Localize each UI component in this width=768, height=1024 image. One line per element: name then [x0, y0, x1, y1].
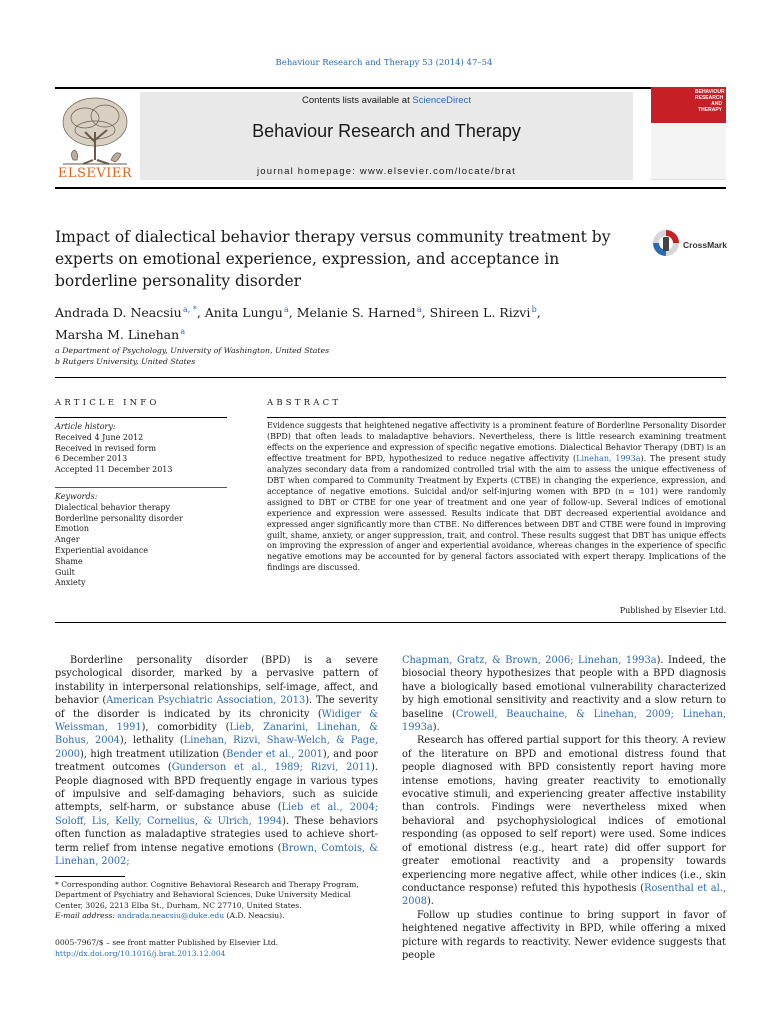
body-text: ). People diagnosed with BPD frequently engage in various types of impulsive and self-damaging behaviors, such as suicide attempts, self-harm, or substance abuse (: [55, 762, 378, 814]
footnote-email-line: [55, 911, 378, 921]
keywords-label: Keywords:: [55, 492, 98, 501]
keyword: Borderline personality disorder: [55, 513, 183, 523]
author-name[interactable]: Shireen L. Rizvi: [429, 305, 531, 321]
author-name[interactable]: Anita Lungu: [204, 305, 283, 321]
elsevier-wordmark[interactable]: ELSEVIER: [57, 166, 133, 181]
body-paragraph: [402, 909, 726, 963]
keywords: [55, 492, 227, 589]
author-affiliation-marker[interactable]: a: [416, 305, 422, 314]
author-name[interactable]: Melanie S. Harned: [296, 305, 416, 321]
divider: [55, 622, 726, 623]
article-info-heading: ARTICLE INFO: [55, 398, 160, 408]
journal-cover-title: [695, 89, 725, 113]
footnote-text: * Corresponding author. Cognitive Behavioral Research and Therapy Program, Department of Psychiatry and Behavioral Sciences, Duke University Medical Center, 3026, 2213 Elba St., Durham, NC 27710, United States.: [55, 880, 359, 910]
affiliation: a Department of Psychology, University of Washington, United States: [55, 346, 330, 355]
masthead-rule-top: [55, 87, 726, 89]
email-suffix: (A.D. Neacsiu).: [224, 910, 285, 920]
body-text: ).: [426, 896, 434, 908]
keyword: Guilt: [55, 567, 75, 577]
journal-title: Behaviour Research and Therapy: [252, 121, 521, 141]
abstract-heading: ABSTRACT: [267, 398, 342, 408]
contents-prefix: Contents lists available at: [302, 95, 413, 106]
journal-homepage-link[interactable]: journal homepage: www.elsevier.com/locate/brat: [256, 166, 517, 177]
citation-link[interactable]: Crowell, Beauchaine, & Linehan, 2009; Linehan, 1993a: [402, 708, 727, 734]
body-text: Research has offered partial support for this theory. A review of the literature on BPD and emotional distress found that people diagnosed with BPD consistently report having more intense emotions, having greater reactivity to emotionally evocative stimuli, and experiencing greater affective instability than controls. Findings were nevertheless mixed when behavioral and psychophysiological indices of emotional responding (as opposed to self report) were used. Some indices of emotional distress (e.g., heart rate) did offer support for greater emotional reactivity and a propensity towards experiencing more negative affect, while other indices (i.e., skin conductance response) refuted this hypothesis (: [402, 735, 726, 894]
abstract-part: ). The present study analyzes secondary data from a randomized controlled trial with the aim to assess the unique effectiveness of DBT when compared to Community Treatment by Experts (CTBE) in changing the experience, expression, and acceptance of negative emotions. Suicidal and/or self-injuring women with BPD (n = 101) were randomly assigned to DBT or CTBE for one year of treatment and one year of follow-up. Several indices of emotional experience and expression were assessed. Results indicate that DBT decreased experiential avoidance and expressed anger significantly more than CTBE. No differences between DBT and CTBE were found in improving guilt, shame, anxiety, or anger suppression, trait, and control. These results suggest that DBT has unique effects on improving the expression of anger and experiential avoidance, whereas changes in the experience of specific negative emotions may be accounted for by general factors associated with expert therapy. Implications of the findings are discussed.: [267, 453, 727, 573]
divider: [55, 417, 227, 418]
journal-cover-lower: [651, 123, 726, 180]
issn-block: [55, 938, 378, 960]
body-text: ), lethality (: [119, 735, 184, 747]
history-label: Article history:: [55, 422, 116, 431]
publisher-note: Published by Elsevier Ltd.: [619, 606, 726, 615]
abstract-text: [267, 421, 726, 574]
keyword: Dialectical behavior therapy: [55, 502, 171, 512]
affiliation: b Rutgers University, United States: [55, 357, 196, 366]
history-entry: Received in revised form: [55, 443, 157, 453]
email-link[interactable]: andrada.neacsiu@duke.edu: [117, 910, 225, 920]
cover-line: THERAPY: [698, 107, 722, 113]
article-title: Impact of dialectical behavior therapy versus community treatment by experts on emotional experience, expression, and acceptance in borderline personality disorder: [55, 228, 611, 290]
cover-line: BEHAVIOUR: [695, 89, 725, 95]
body-column-right: [402, 654, 726, 962]
corresponding-author-footnote: [55, 880, 378, 921]
citation-link[interactable]: Lieb, Zanarini, Linehan, & Bohus, 2004: [55, 722, 378, 747]
citation-link[interactable]: Widiger & Weissman, 1991: [55, 708, 378, 734]
author-affiliation-marker[interactable]: a: [284, 305, 289, 314]
divider: [267, 417, 726, 418]
author-affiliation-marker[interactable]: b: [531, 305, 537, 314]
author-affiliation-marker[interactable]: a, *: [182, 305, 197, 314]
affiliations: [55, 345, 655, 367]
citation-link[interactable]: Chapman, Gratz, & Brown, 2006; Linehan, 1993a: [402, 655, 657, 666]
citation-link[interactable]: Lieb et al., 2004; Soloff, Lis, Kelly, Cornelius, & Ulrich, 1994: [55, 802, 378, 827]
abstract-part: Evidence suggests that heightened negative affectivity is a prominent feature of Borderline Personality Disorder (BPD) that often leads to maladaptive behaviors. Nevertheless, there is little research examining treatment effects on the experience and expression of specific negative emotions. Dialectical Behavior Therapy (DBT) is an effective treatment for BPD, hypothesized to reduce negative affectivity (: [267, 421, 726, 463]
contents-line: [140, 95, 633, 106]
author-name[interactable]: Andrada D. Neacsiu: [55, 305, 182, 321]
cover-line: RESEARCH AND: [695, 95, 724, 107]
keyword: Emotion: [55, 524, 89, 534]
running-header[interactable]: Behaviour Research and Therapy 53 (2014) 47–54: [275, 58, 493, 68]
masthead-rule-bottom: [55, 187, 726, 189]
citation-link[interactable]: Gunderson et al., 1989; Rizvi, 2011: [171, 762, 372, 774]
citation-link[interactable]: Brown, Comtois, & Linehan, 2002;: [55, 842, 378, 868]
divider: [55, 377, 726, 378]
body-paragraph: [402, 734, 726, 908]
divider: [55, 487, 227, 488]
author-list: Andrada D. Neacsiu $^{a, *}$, Anita Lungu $^a$, Melanie S. Harned $^a$, Shireen L. Rizvi $^b$, Marsha M. Linehan $^a$: [55, 305, 541, 343]
doi-link[interactable]: http://dx.doi.org/10.1016/j.brat.2013.12.004: [55, 948, 226, 958]
author-name[interactable]: Marsha M. Linehan: [55, 327, 180, 343]
crossmark-label[interactable]: CrossMark: [683, 240, 727, 250]
body-text: Follow up studies continue to bring support in favor of heightened negative affectivity in BPD, while offering a mixed picture with regards to reactivity. Newer evidence suggests that people: [402, 909, 726, 961]
citation-link[interactable]: Bender et al., 2001: [226, 748, 323, 760]
body-paragraph: [55, 654, 378, 869]
keyword: Anxiety: [55, 578, 86, 588]
body-text: ). These behaviors often function as maladaptive strategies used to achieve short-term relief from intense negative emotions (: [55, 815, 378, 854]
body-text: ), high treatment utilization (: [79, 748, 227, 760]
issn-line: 0005-7967/$ – see front matter Published by Elsevier Ltd.: [55, 938, 279, 947]
history-entry: 6 December 2013: [55, 454, 128, 464]
body-text: ), comorbidity (: [141, 722, 230, 734]
body-text: ).: [432, 722, 440, 734]
email-label: E-mail address:: [55, 910, 118, 920]
body-paragraph: [402, 654, 726, 734]
sciencedirect-link[interactable]: ScienceDirect: [412, 95, 471, 106]
body-text: ). Indeed, the biosocial theory hypothesizes that people with a BPD diagnosis have a biologically based emotional vulnerability characterized by high emotional sensitivity and reactivity and a slow return to baseline (: [402, 655, 726, 720]
article-history: [55, 422, 227, 476]
history-entry: Accepted 11 December 2013: [55, 465, 173, 475]
history-entry: Received 4 June 2012: [55, 432, 144, 442]
body-text: Borderline personality disorder (BPD) is a severe psychological disorder, marked by a pervasive pattern of instability in interpersonal relationships, self-image, affect, and behavior (: [55, 655, 378, 707]
keyword: Anger: [55, 535, 80, 545]
footnote-divider: [55, 876, 125, 877]
keyword: Experiential avoidance: [55, 545, 149, 555]
citation-link[interactable]: Rosenthal et al., 2008: [402, 882, 727, 908]
body-text: ). The severity of the disorder is indicated by its chronicity (: [55, 695, 378, 720]
author-affiliation-marker[interactable]: a: [180, 327, 186, 337]
keyword: Shame: [55, 556, 83, 566]
citation-link[interactable]: American Psychiatric Association, 2013: [106, 695, 306, 707]
citation-link[interactable]: Linehan, Rizvi, Shaw-Welch, & Page, 2000: [55, 735, 378, 760]
citation-link[interactable]: Linehan, 1993a: [576, 453, 641, 463]
body-text: ), and poor treatment outcomes (: [55, 748, 378, 774]
body-column-left: [55, 654, 378, 869]
